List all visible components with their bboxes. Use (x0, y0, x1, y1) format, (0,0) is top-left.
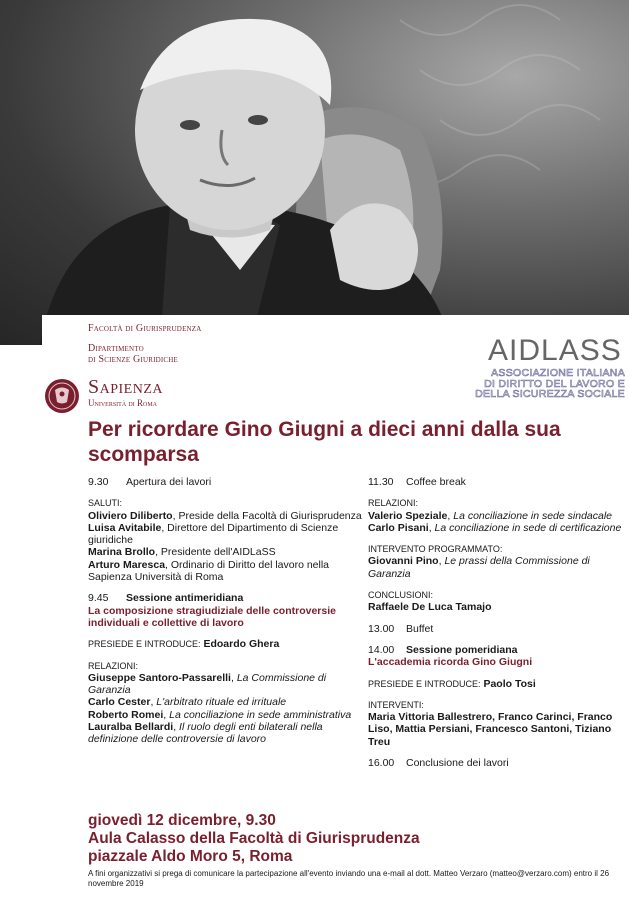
program-left-column (88, 476, 363, 755)
presiede-label: PRESIEDE E INTRODUCE: (88, 639, 201, 650)
talk-title: La conciliazione in sede amministrativa (169, 708, 352, 721)
speaker-name: Giuseppe Santoro-Passarelli (88, 671, 231, 684)
coffee-time: 11.30 (368, 476, 394, 488)
saluti-label: SALUTI: (88, 498, 123, 509)
speaker-name: Arturo Maresca (88, 558, 166, 571)
closing-time: 16.00 (368, 757, 395, 770)
presiede-block (88, 638, 363, 650)
talk-title: Le prassi della Commissione di Garanzia (368, 555, 590, 580)
sapienza-seal-icon (44, 378, 80, 419)
speaker-name: Marina Brollo (88, 546, 156, 559)
talk-title: La Commissione di Garanzia (88, 671, 327, 697)
speaker-name: Carlo Pisani (368, 521, 429, 534)
speaker-name: Oliviero Diliberto (88, 509, 173, 522)
talk-title: La conciliazione in sede sindacale (453, 509, 613, 522)
speaker-name: Carlo Cester (88, 696, 151, 709)
talk-title: L'arbitrato rituale ed irrituale (156, 696, 287, 709)
relazione-item: Carlo Pisani, La conciliazione in sede di certificazione (368, 521, 622, 534)
session1-time: 9.45 (88, 592, 109, 605)
coffee-label: Coffee break (406, 476, 466, 488)
event-details (88, 812, 623, 866)
program-right-column (368, 476, 623, 778)
conclusioni-name: Raffaele De Luca Tamajo (368, 601, 492, 614)
session2-block (368, 644, 623, 669)
session2-subtitle: L'accademia ricorda Gino Giugni (368, 656, 533, 669)
interventi-label: INTERVENTI: (368, 699, 424, 710)
aidlass-line3: DELLA SICUREZZA SOCIALE (475, 388, 625, 400)
saluti-block (88, 497, 363, 583)
relazione-item: Lauralba Bellardi, Il ruolo degli enti bilaterali nella definizione delle controversie di lavoro (88, 721, 323, 746)
aidlass-logo: AIDLASS (488, 334, 622, 367)
aidlass-line1: ASSOCIAZIONE ITALIANA (491, 367, 625, 379)
relazioni-block (88, 660, 363, 746)
saluti-item (88, 559, 363, 584)
saluti-item (88, 546, 363, 558)
saluti-item (88, 522, 363, 547)
opening-item (88, 476, 363, 488)
buffet-time: 13.00 (368, 622, 395, 635)
talk-title: La conciliazione in sede di certificazione (434, 521, 622, 534)
interventi-block (368, 699, 623, 748)
speaker-name: Valerio Speziale (368, 509, 448, 522)
department-name (88, 343, 178, 365)
aidlass-line2: DI DIRITTO DEL LAVORO E (484, 377, 625, 390)
buffet-item (368, 623, 623, 635)
buffet-label: Buffet (406, 622, 434, 635)
session2-label: Sessione pomeridiana (406, 643, 518, 656)
speaker-name: Giovanni Pino (368, 555, 439, 568)
registration-note: A fini organizzativi si prega di comunicare la partecipazione all'evento inviando una e-mail al dott. Matteo Verzaro (matteo@verzaro.com) entro il 26 novembre 2019 (88, 869, 610, 888)
relazione-item: Carlo Cester, L'arbitrato rituale ed irrituale (88, 696, 287, 709)
speaker-name: Lauralba Bellardi (88, 721, 174, 734)
event-address: piazzale Aldo Moro 5, Roma (88, 848, 293, 865)
opening-time: 9.30 (88, 476, 109, 488)
session2-time: 14.00 (368, 643, 395, 656)
speaker-role: , Preside della Facoltà di Giurisprudenza (172, 509, 362, 522)
university-subtitle: Università di Roma (88, 398, 157, 408)
speaker-name: Luisa Avitabile (88, 521, 162, 534)
event-date: giovedì 12 dicembre, 9.30 (88, 812, 276, 829)
intervento-block: INTERVENTO PROGRAMMATO: Giovanni Pino, Le prassi della Commissione di Garanzia (368, 543, 623, 580)
closing-label: Conclusione dei lavori (406, 757, 509, 770)
conclusioni-block (368, 589, 623, 614)
coffee-item (368, 476, 623, 488)
speaker-name: Roberto Romei (88, 708, 164, 721)
opening-label: Apertura dei lavori (126, 476, 212, 488)
event-title: Per ricordare Gino Giugni a dieci anni dalla sua scomparsa (88, 418, 561, 466)
aidlass-subtitle (420, 368, 625, 400)
session1-block (88, 592, 363, 629)
speaker-role: , Presidente dell'AIDLaSS (155, 546, 276, 559)
speaker-role: , Direttore del Dipartimento di Scienze giuridiche (88, 521, 339, 547)
portrait-photo (0, 0, 629, 345)
presiede2-name: Paolo Tosi (483, 677, 536, 690)
talk-title: Il ruolo degli enti bilaterali nella definizione delle controversie di lavoro (88, 721, 323, 746)
session1-label: Sessione antimeridiana (126, 592, 244, 605)
relazione-item: Giuseppe Santoro-Passarelli, La Commissione di Garanzia (88, 671, 327, 697)
closing-item (368, 757, 623, 769)
department-line2: di Scienze Giuridiche (88, 354, 179, 365)
event-venue: Aula Calasso della Facoltà di Giurisprudenza (88, 830, 420, 847)
session1-subtitle: La composizione stragiudiziale delle controversie individuali e collettive di lavoro (88, 604, 336, 629)
relazione-item: Roberto Romei, La conciliazione in sede amministrativa (88, 708, 352, 721)
relazione-item: Valerio Speziale, La conciliazione in sede sindacale (368, 509, 613, 522)
relazioni2-block (368, 497, 623, 534)
relazioni2-label: RELAZIONI: (368, 498, 419, 509)
interventi-names: Maria Vittoria Ballestrero, Franco Carinci, Franco Liso, Mattia Persiani, Francesco Santoni, Tiziano Treu (368, 711, 613, 748)
university-name: Sapienza (88, 376, 164, 398)
relazioni-label: RELAZIONI: (88, 660, 139, 671)
faculty-name: Facoltà di Giurisprudenza (88, 323, 202, 334)
presiede2-block (368, 678, 623, 690)
presiede-name: Edoardo Ghera (203, 638, 280, 651)
intervento-label: INTERVENTO PROGRAMMATO: (368, 544, 503, 555)
department-line1: Dipartimento (88, 343, 144, 354)
conclusioni-label: CONCLUSIONI: (368, 590, 434, 601)
presiede2-label: PRESIEDE E INTRODUCE: (368, 678, 481, 689)
speaker-role: , Ordinario di Diritto del lavoro nella Sapienza Università di Roma (88, 558, 330, 584)
saluti-item (88, 510, 363, 522)
